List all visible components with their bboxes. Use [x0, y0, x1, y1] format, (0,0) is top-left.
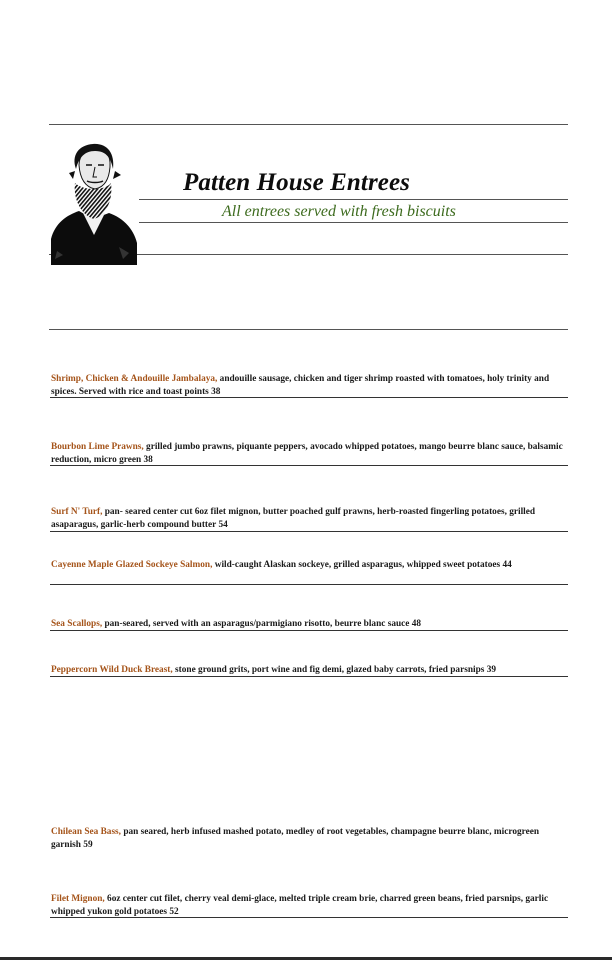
menu-item-description: pan seared, herb infused mashed potato, medley of root vegetables, champagne beurre blanc, microgreen garnish 59 — [51, 827, 539, 850]
menu-item-underline — [50, 465, 568, 466]
menu-item-underline — [50, 397, 568, 398]
menu-item — [51, 826, 568, 851]
menu-item-underline — [50, 676, 568, 677]
menu-item — [51, 373, 568, 398]
man-portrait-icon — [49, 143, 139, 265]
menu-item — [51, 893, 568, 918]
page-title: Patten House Entrees — [183, 169, 411, 196]
menu-item-description: stone ground grits, port wine and fig demi, glazed baby carrots, fried parsnips 39 — [172, 665, 496, 675]
menu-item-name: Filet Mignon, — [51, 894, 105, 904]
menu-item-name: Shrimp, Chicken & Andouille Jambalaya, — [51, 374, 218, 384]
menu-item-name: Sea Scallops, — [51, 619, 103, 629]
menu-item-underline — [50, 630, 568, 631]
menu-item-description: pan- seared center cut 6oz filet mignon, butter poached gulf prawns, herb-roasted fingerling potatoes, grilled asaparagus, garlic-herb compound butter 54 — [51, 507, 536, 530]
menu-item — [51, 664, 568, 677]
menu-item-name: Bourbon Lime Prawns, — [51, 442, 144, 452]
menu-item-underline — [50, 917, 568, 918]
page-subtitle: All entrees served with fresh biscuits — [222, 203, 456, 220]
menu-item-name: Cayenne Maple Glazed Sockeye Salmon, — [51, 560, 213, 570]
menu-item-name: Surf N' Turf, — [51, 507, 103, 517]
menu-item — [51, 618, 568, 631]
section-divider — [49, 329, 568, 330]
menu-item-underline — [50, 531, 568, 532]
menu-item-description: grilled jumbo prawns, piquante peppers, avocado whipped potatoes, mango beurre blanc sauce, balsamic reduction, micro green 38 — [51, 442, 563, 465]
menu-item — [51, 559, 568, 572]
menu-item-description: pan-seared, served with an asparagus/parmigiano risotto, beurre blanc sauce 48 — [102, 619, 422, 629]
menu-item — [51, 506, 568, 531]
menu-item-name: Peppercorn Wild Duck Breast, — [51, 665, 173, 675]
menu-item-description: 6oz center cut filet, cherry veal demi-glace, melted triple cream brie, charred green beans, fried parsnips, garlic whipped yukon gold potatoes 52 — [51, 894, 549, 917]
menu-item-description: wild-caught Alaskan sockeye, grilled asparagus, whipped sweet potatoes 44 — [212, 560, 512, 570]
menu-item-underline — [50, 584, 568, 585]
top-divider — [49, 124, 568, 125]
menu-item-description: andouille sausage, chicken and tiger shrimp roasted with tomatoes, holy trinity and spices. Served with rice and toast points 38 — [51, 374, 550, 397]
menu-item-name: Chilean Sea Bass, — [51, 827, 121, 837]
subtitle-underline — [139, 222, 568, 223]
title-underline — [139, 199, 568, 200]
menu-item — [51, 441, 568, 466]
